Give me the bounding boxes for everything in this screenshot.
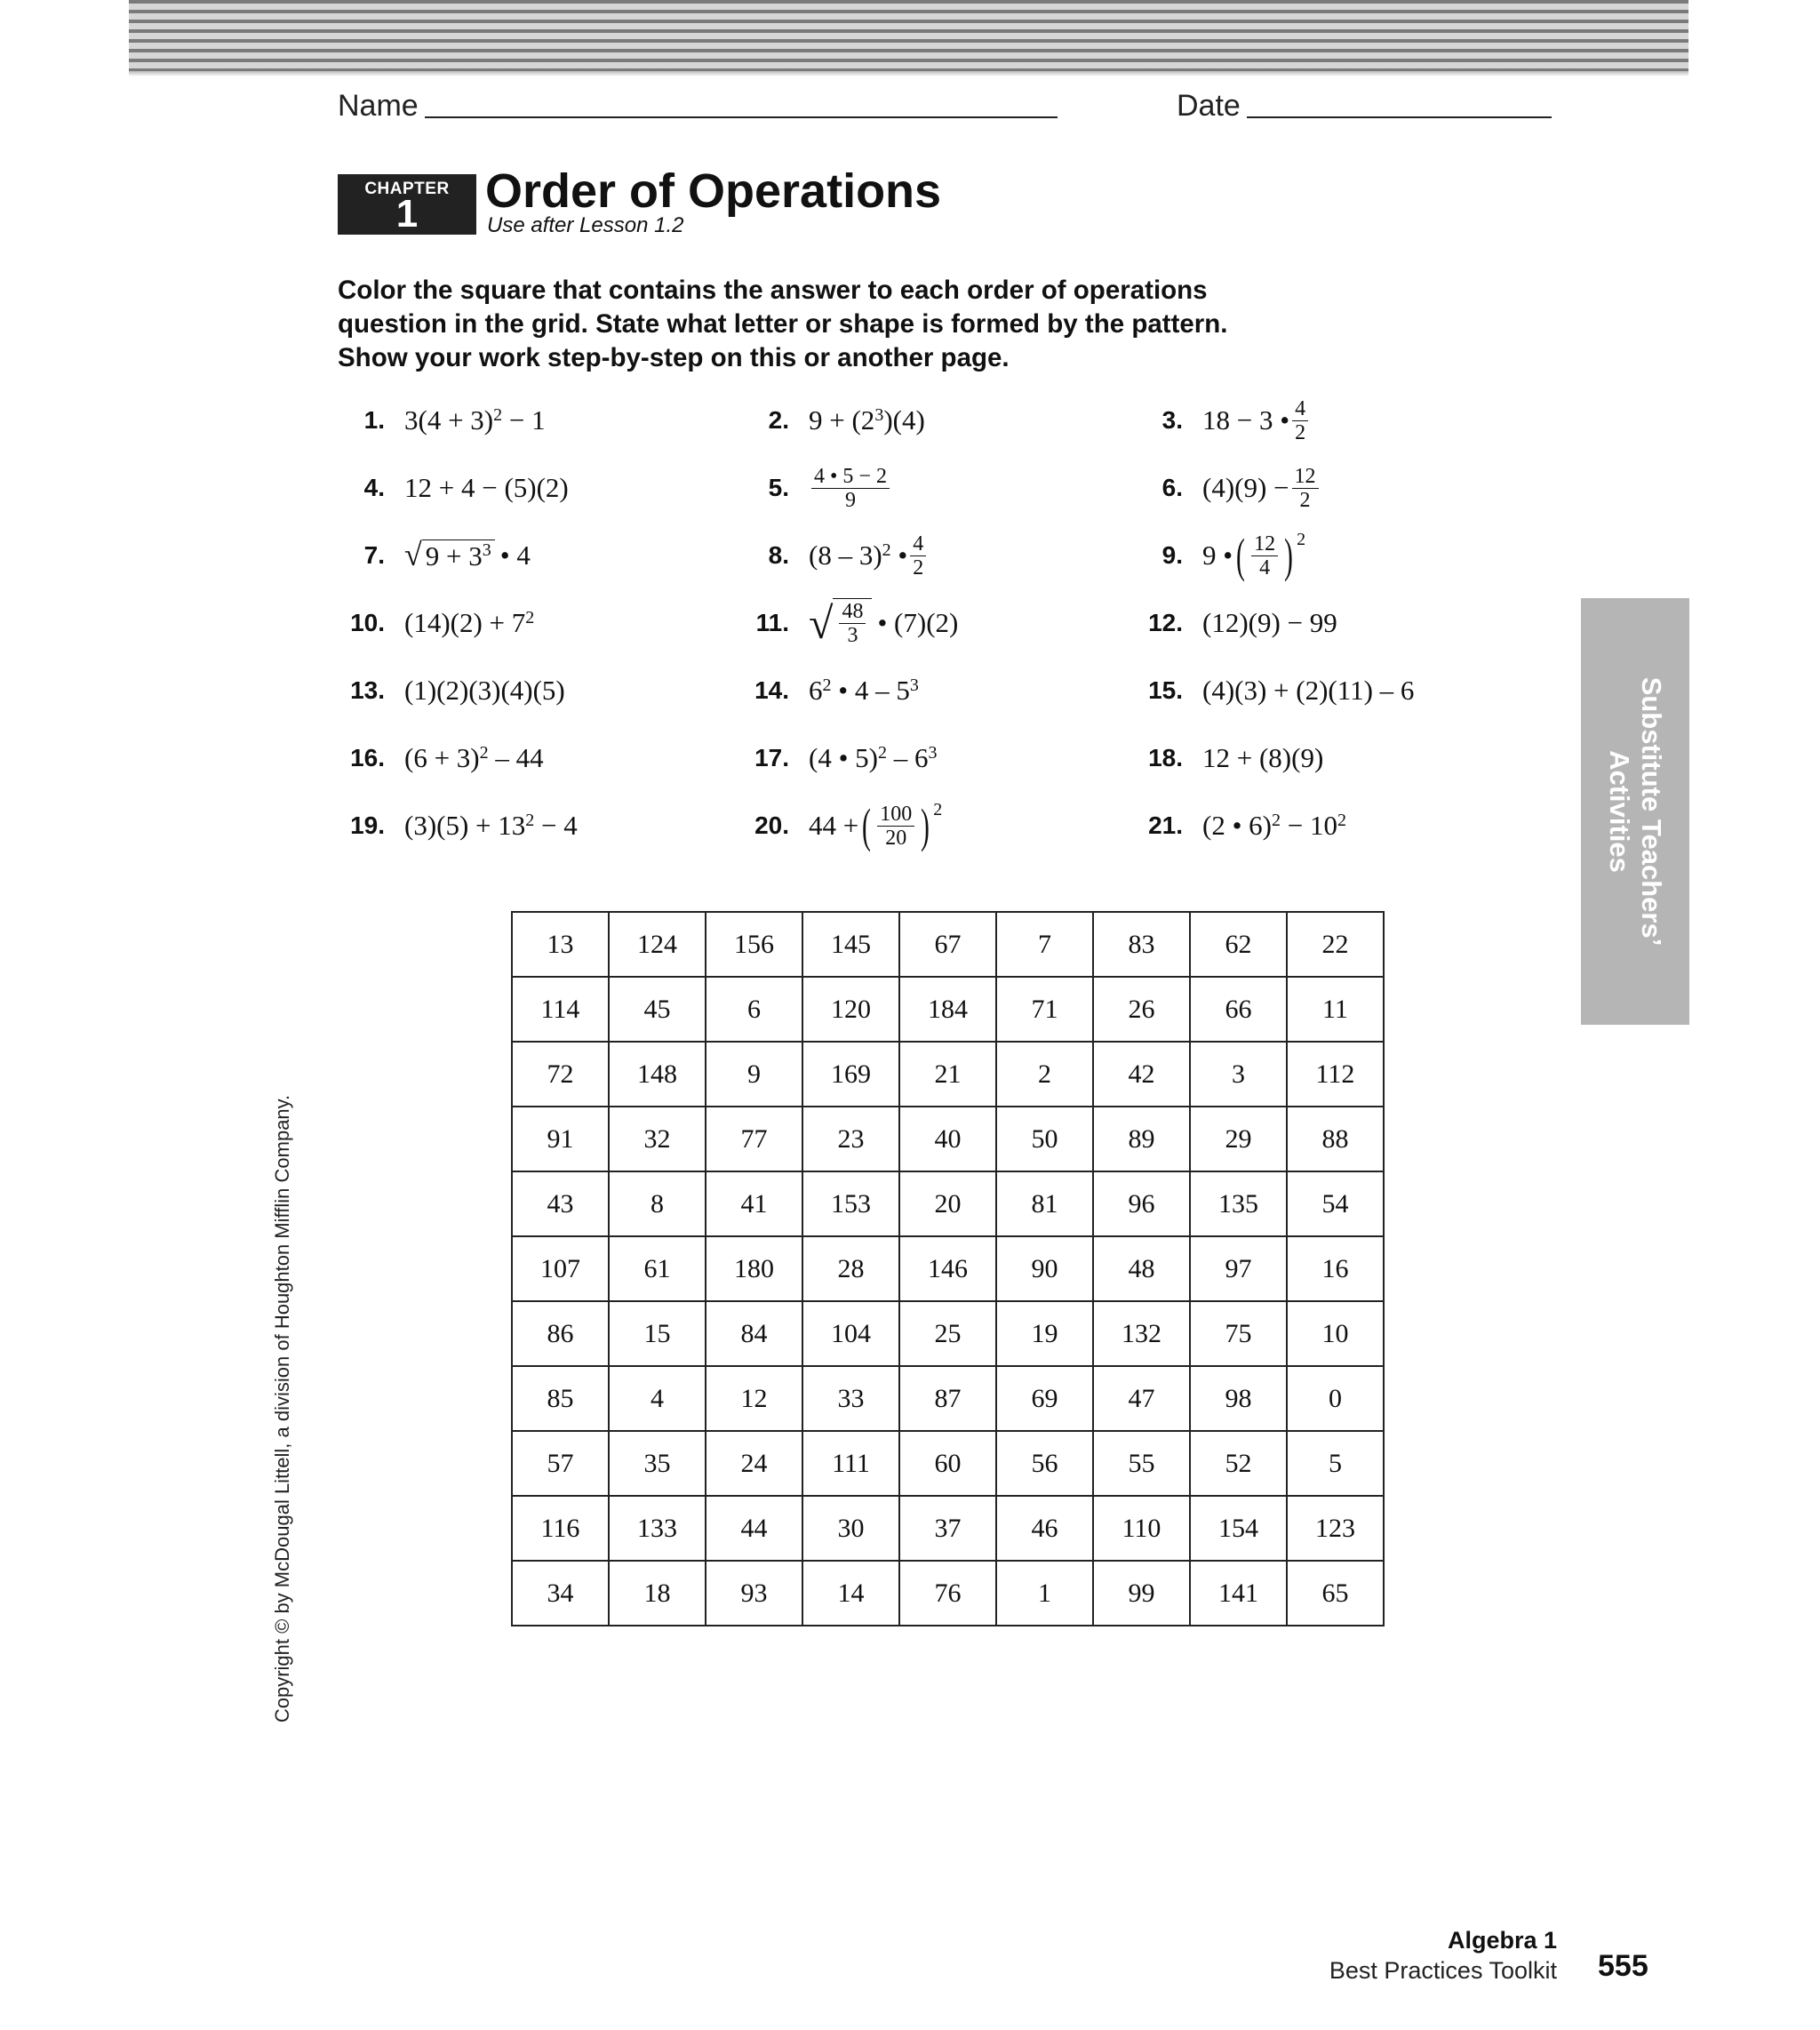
expr-part: (4 • 5) — [809, 742, 878, 773]
problem-19 — [350, 799, 578, 852]
grid-cell[interactable]: 114 — [512, 977, 609, 1042]
problem-5 — [768, 461, 892, 515]
grid-cell[interactable]: 18 — [609, 1561, 706, 1626]
problem-8 — [768, 529, 929, 582]
grid-cell[interactable]: 52 — [1190, 1431, 1287, 1496]
expr-part: – 44 — [488, 742, 544, 773]
grid-cell[interactable]: 21 — [899, 1042, 996, 1107]
fraction — [1251, 532, 1278, 579]
problem-number: 14. — [754, 676, 789, 704]
grid-cell[interactable]: 146 — [899, 1236, 996, 1301]
grid-cell[interactable]: 67 — [899, 912, 996, 977]
grid-cell[interactable]: 135 — [1190, 1171, 1287, 1236]
chapter-word: CHAPTER — [364, 180, 450, 198]
grid-cell[interactable]: 107 — [512, 1236, 609, 1301]
grid-cell[interactable]: 60 — [899, 1431, 996, 1496]
grid-cell[interactable]: 65 — [1287, 1561, 1384, 1626]
grid-cell[interactable]: 30 — [802, 1496, 899, 1561]
grid-cell[interactable]: 24 — [706, 1431, 802, 1496]
denominator: 2 — [1299, 488, 1311, 512]
instructions-line: Color the square that contains the answer to each order of operations — [338, 276, 1208, 305]
grid-cell[interactable]: 61 — [609, 1236, 706, 1301]
expr-part: )(4) — [883, 404, 925, 436]
numerator: 100 — [877, 803, 914, 827]
radical-sign: √ — [809, 598, 834, 648]
problem-14 — [754, 664, 919, 717]
grid-cell[interactable]: 112 — [1287, 1042, 1384, 1107]
grid-cell[interactable]: 41 — [706, 1171, 802, 1236]
grid-cell[interactable]: 124 — [609, 912, 706, 977]
grid-cell[interactable]: 91 — [512, 1107, 609, 1171]
denominator: 2 — [913, 555, 924, 579]
grid-cell[interactable]: 32 — [609, 1107, 706, 1171]
expr-part: 44 + — [809, 810, 859, 841]
problem-number: 4. — [363, 474, 385, 501]
numerator: 12 — [1251, 532, 1278, 556]
exponent: 2 — [822, 675, 832, 695]
grid-cell[interactable]: 22 — [1287, 912, 1384, 977]
grid-cell[interactable]: 2 — [996, 1042, 1093, 1107]
grid-cell[interactable]: 19 — [996, 1301, 1093, 1366]
exponent: 2 — [479, 742, 489, 763]
grid-cell[interactable]: 110 — [1093, 1496, 1190, 1561]
expr-part: (3)(5) + 13 — [404, 810, 526, 841]
grid-cell[interactable]: 99 — [1093, 1561, 1190, 1626]
problem-20 — [754, 799, 943, 852]
grid-row — [512, 1042, 1384, 1107]
grid-cell[interactable]: 98 — [1190, 1366, 1287, 1431]
exponent: 3 — [482, 540, 491, 560]
grid-cell[interactable]: 145 — [802, 912, 899, 977]
grid-cell[interactable]: 180 — [706, 1236, 802, 1301]
exponent: 2 — [493, 404, 503, 425]
grid-cell[interactable]: 93 — [706, 1561, 802, 1626]
grid-cell[interactable]: 69 — [996, 1366, 1093, 1431]
grid-cell[interactable]: 11 — [1287, 977, 1384, 1042]
problem-number: 15. — [1148, 676, 1183, 704]
problem-1 — [363, 394, 546, 447]
problem-number: 6. — [1161, 474, 1183, 501]
grid-cell[interactable]: 72 — [512, 1042, 609, 1107]
right-paren: ) — [1284, 529, 1294, 582]
expr-part: − 10 — [1281, 810, 1337, 841]
problem-number: 10. — [350, 609, 385, 636]
problem-12 — [1148, 596, 1337, 650]
problem-3 — [1161, 394, 1311, 447]
name-field[interactable] — [425, 116, 1058, 118]
side-tab-label — [1603, 677, 1667, 947]
grid-row — [512, 1236, 1384, 1301]
problem-7 — [363, 529, 531, 582]
problem-21 — [1148, 799, 1346, 852]
expr-part: (8 – 3) — [809, 539, 882, 571]
expr-part: (1)(2)(3)(4)(5) — [404, 675, 565, 706]
grid-row — [512, 1301, 1384, 1366]
grid-cell[interactable]: 50 — [996, 1107, 1093, 1171]
grid-cell[interactable]: 3 — [1190, 1042, 1287, 1107]
grid-cell[interactable]: 148 — [609, 1042, 706, 1107]
left-paren: ( — [862, 799, 872, 852]
expr-part: 12 + (8)(9) — [1202, 742, 1324, 773]
grid-cell[interactable]: 40 — [899, 1107, 996, 1171]
instructions — [338, 274, 1404, 375]
grid-row — [512, 1171, 1384, 1236]
grid-cell[interactable]: 83 — [1093, 912, 1190, 977]
grid-row — [512, 1561, 1384, 1626]
grid-cell[interactable]: 104 — [802, 1301, 899, 1366]
grid-cell[interactable]: 44 — [706, 1496, 802, 1561]
side-tab — [1581, 598, 1689, 1025]
problem-13 — [350, 664, 565, 717]
expr-part: • 4 — [499, 539, 531, 571]
grid-cell[interactable]: 86 — [512, 1301, 609, 1366]
grid-cell[interactable]: 90 — [996, 1236, 1093, 1301]
side-tab-line: Substitute Teachers’ — [1636, 676, 1667, 947]
exponent: 3 — [874, 404, 884, 425]
grid-cell[interactable]: 71 — [996, 977, 1093, 1042]
page-title: Order of Operations — [485, 164, 942, 218]
grid-cell[interactable]: 15 — [609, 1301, 706, 1366]
grid-row — [512, 1107, 1384, 1171]
instructions-line: question in the grid. State what letter or shape is formed by the pattern. — [338, 309, 1228, 339]
grid-cell[interactable]: 6 — [706, 977, 802, 1042]
numerator: 4 — [1292, 397, 1308, 421]
grid-cell[interactable]: 76 — [899, 1561, 996, 1626]
problem-11 — [755, 596, 959, 650]
answer-grid — [511, 911, 1385, 1626]
grid-row — [512, 912, 1384, 977]
expr-part: – 6 — [887, 742, 929, 773]
problem-16 — [350, 731, 544, 785]
problem-9 — [1161, 529, 1306, 582]
grid-cell[interactable]: 123 — [1287, 1496, 1384, 1561]
grid-cell[interactable]: 111 — [802, 1431, 899, 1496]
expr-part: (4)(3) + (2)(11) – 6 — [1202, 675, 1415, 706]
problem-number: 9. — [1161, 541, 1183, 569]
grid-cell[interactable]: 55 — [1093, 1431, 1190, 1496]
footer-series: Best Practices Toolkit — [1329, 1957, 1557, 1984]
exponent: 2 — [882, 539, 891, 560]
exponent: 2 — [525, 810, 535, 830]
grid-cell[interactable]: 85 — [512, 1366, 609, 1431]
grid-cell[interactable]: 116 — [512, 1496, 609, 1561]
problem-number: 17. — [754, 744, 789, 771]
grid-cell[interactable]: 87 — [899, 1366, 996, 1431]
grid-cell[interactable]: 47 — [1093, 1366, 1190, 1431]
date-field[interactable] — [1247, 116, 1552, 118]
expr-part: 9 + (2 — [809, 404, 875, 436]
grid-cell[interactable]: 37 — [899, 1496, 996, 1561]
page-subtitle: Use after Lesson 1.2 — [487, 213, 684, 237]
problem-6 — [1161, 461, 1321, 515]
header-stripes — [129, 0, 1688, 71]
problem-number: 20. — [754, 811, 789, 839]
denominator: 3 — [847, 624, 858, 647]
exponent: 2 — [1297, 529, 1306, 549]
grid-cell[interactable]: 13 — [512, 912, 609, 977]
grid-cell[interactable]: 33 — [802, 1366, 899, 1431]
grid-cell[interactable]: 7 — [996, 912, 1093, 977]
grid-cell[interactable]: 29 — [1190, 1107, 1287, 1171]
expr-part: (14)(2) + 7 — [404, 607, 526, 638]
problem-number: 5. — [768, 474, 789, 501]
grid-cell[interactable]: 97 — [1190, 1236, 1287, 1301]
grid-cell[interactable]: 45 — [609, 977, 706, 1042]
expr-part: • 4 – 5 — [831, 675, 910, 706]
exponent: 2 — [933, 799, 943, 819]
problem-number: 21. — [1148, 811, 1183, 839]
grid-cell[interactable]: 16 — [1287, 1236, 1384, 1301]
numerator: 12 — [1292, 465, 1319, 489]
grid-cell[interactable]: 34 — [512, 1561, 609, 1626]
radical-sign: √ — [404, 536, 422, 572]
grid-cell[interactable]: 120 — [802, 977, 899, 1042]
grid-cell[interactable]: 42 — [1093, 1042, 1190, 1107]
problem-10 — [350, 596, 535, 650]
grid-row — [512, 1431, 1384, 1496]
numerator: 4 • 5 − 2 — [811, 465, 890, 489]
grid-cell[interactable]: 9 — [706, 1042, 802, 1107]
denominator: 9 — [844, 488, 856, 512]
expr-part: • (7)(2) — [877, 607, 959, 638]
problem-2 — [768, 394, 925, 447]
expr-part: 9 • — [1202, 539, 1233, 571]
chapter-badge — [338, 174, 476, 235]
grid-cell[interactable]: 23 — [802, 1107, 899, 1171]
grid-cell[interactable]: 153 — [802, 1171, 899, 1236]
denominator: 20 — [885, 826, 907, 850]
fraction — [1292, 465, 1319, 512]
problem-number: 12. — [1148, 609, 1183, 636]
expr-part: 6 — [809, 675, 823, 706]
grid-cell[interactable]: 12 — [706, 1366, 802, 1431]
grid-cell[interactable]: 184 — [899, 977, 996, 1042]
expr-part: 3(4 + 3) — [404, 404, 494, 436]
exponent: 2 — [1272, 810, 1281, 830]
left-paren: ( — [1236, 529, 1246, 582]
grid-cell[interactable]: 75 — [1190, 1301, 1287, 1366]
grid-cell[interactable]: 8 — [609, 1171, 706, 1236]
side-tab-line: Activities — [1604, 750, 1635, 873]
grid-cell[interactable]: 20 — [899, 1171, 996, 1236]
date-label: Date — [1177, 89, 1241, 123]
grid-cell[interactable]: 35 — [609, 1431, 706, 1496]
footer-book-title: Algebra 1 — [1447, 1927, 1557, 1954]
grid-cell[interactable]: 5 — [1287, 1431, 1384, 1496]
grid-row — [512, 1366, 1384, 1431]
expr-part: 12 + 4 − (5)(2) — [404, 472, 569, 503]
expr-part: 9 + 3 — [425, 539, 483, 571]
copyright-notice: Copyright © by McDougal Littell, a division of Houghton Mifflin Company. — [271, 1094, 293, 1723]
problem-number: 13. — [350, 676, 385, 704]
expr-part: (2 • 6) — [1202, 810, 1272, 841]
problem-number: 19. — [350, 811, 385, 839]
numerator: 48 — [839, 600, 866, 624]
grid-cell[interactable]: 66 — [1190, 977, 1287, 1042]
grid-cell[interactable]: 84 — [706, 1301, 802, 1366]
fraction — [839, 600, 866, 647]
expr-part: (12)(9) − 99 — [1202, 607, 1337, 638]
grid-cell[interactable]: 26 — [1093, 977, 1190, 1042]
problem-number: 7. — [363, 541, 385, 569]
grid-cell[interactable]: 81 — [996, 1171, 1093, 1236]
problem-15 — [1148, 664, 1415, 717]
expr-part: 18 − 3 • — [1202, 404, 1290, 436]
grid-cell[interactable]: 1 — [996, 1561, 1093, 1626]
problem-17 — [754, 731, 938, 785]
grid-cell[interactable]: 169 — [802, 1042, 899, 1107]
fraction — [1292, 397, 1308, 444]
grid-cell[interactable]: 96 — [1093, 1171, 1190, 1236]
grid-cell[interactable]: 57 — [512, 1431, 609, 1496]
grid-cell[interactable]: 62 — [1190, 912, 1287, 977]
name-label: Name — [338, 89, 419, 123]
grid-cell[interactable]: 56 — [996, 1431, 1093, 1496]
grid-cell[interactable]: 132 — [1093, 1301, 1190, 1366]
denominator: 4 — [1259, 555, 1271, 579]
expr-part: (4)(9) − — [1202, 472, 1289, 503]
grid-cell[interactable]: 88 — [1287, 1107, 1384, 1171]
grid-cell[interactable]: 141 — [1190, 1561, 1287, 1626]
expr-part: (6 + 3) — [404, 742, 480, 773]
exponent: 2 — [1337, 810, 1346, 830]
expr-part: • — [890, 539, 908, 571]
grid-cell[interactable]: 14 — [802, 1561, 899, 1626]
square-root — [404, 536, 495, 572]
problem-4 — [363, 461, 569, 515]
problem-number: 11. — [755, 609, 789, 636]
expr-part: − 4 — [534, 810, 578, 841]
problem-number: 8. — [768, 541, 789, 569]
grid-cell[interactable]: 28 — [802, 1236, 899, 1301]
header-shadow — [129, 71, 1688, 76]
right-paren: ) — [921, 799, 930, 852]
exponent: 2 — [878, 742, 887, 763]
grid-cell[interactable]: 43 — [512, 1171, 609, 1236]
exponent: 3 — [928, 742, 938, 763]
grid-cell[interactable]: 77 — [706, 1107, 802, 1171]
grid-cell[interactable]: 46 — [996, 1496, 1093, 1561]
grid-cell[interactable]: 156 — [706, 912, 802, 977]
expr-part: − 1 — [502, 404, 546, 436]
square-root — [809, 598, 872, 648]
problem-number: 18. — [1148, 744, 1183, 771]
problem-number: 16. — [350, 744, 385, 771]
denominator: 2 — [1295, 420, 1306, 444]
grid-cell[interactable]: 10 — [1287, 1301, 1384, 1366]
exponent: 2 — [525, 607, 535, 627]
problem-number: 3. — [1161, 406, 1183, 434]
fraction — [877, 803, 914, 850]
exponent: 3 — [909, 675, 919, 695]
grid-row — [512, 977, 1384, 1042]
problem-number: 2. — [768, 406, 789, 434]
problem-number: 1. — [363, 406, 385, 434]
numerator: 4 — [910, 532, 926, 556]
grid-row — [512, 1496, 1384, 1561]
grid-cell[interactable]: 25 — [899, 1301, 996, 1366]
grid-cell[interactable]: 89 — [1093, 1107, 1190, 1171]
fraction — [811, 465, 890, 512]
page-number: 555 — [1598, 1949, 1648, 1983]
grid-cell[interactable]: 0 — [1287, 1366, 1384, 1431]
chapter-number: 1 — [395, 192, 419, 236]
grid-cell[interactable]: 4 — [609, 1366, 706, 1431]
grid-cell[interactable]: 48 — [1093, 1236, 1190, 1301]
grid-cell[interactable]: 54 — [1287, 1171, 1384, 1236]
problem-18 — [1148, 731, 1324, 785]
grid-cell[interactable]: 154 — [1190, 1496, 1287, 1561]
fraction — [910, 532, 926, 579]
instructions-line: Show your work step-by-step on this or another page. — [338, 343, 1010, 372]
grid-cell[interactable]: 133 — [609, 1496, 706, 1561]
